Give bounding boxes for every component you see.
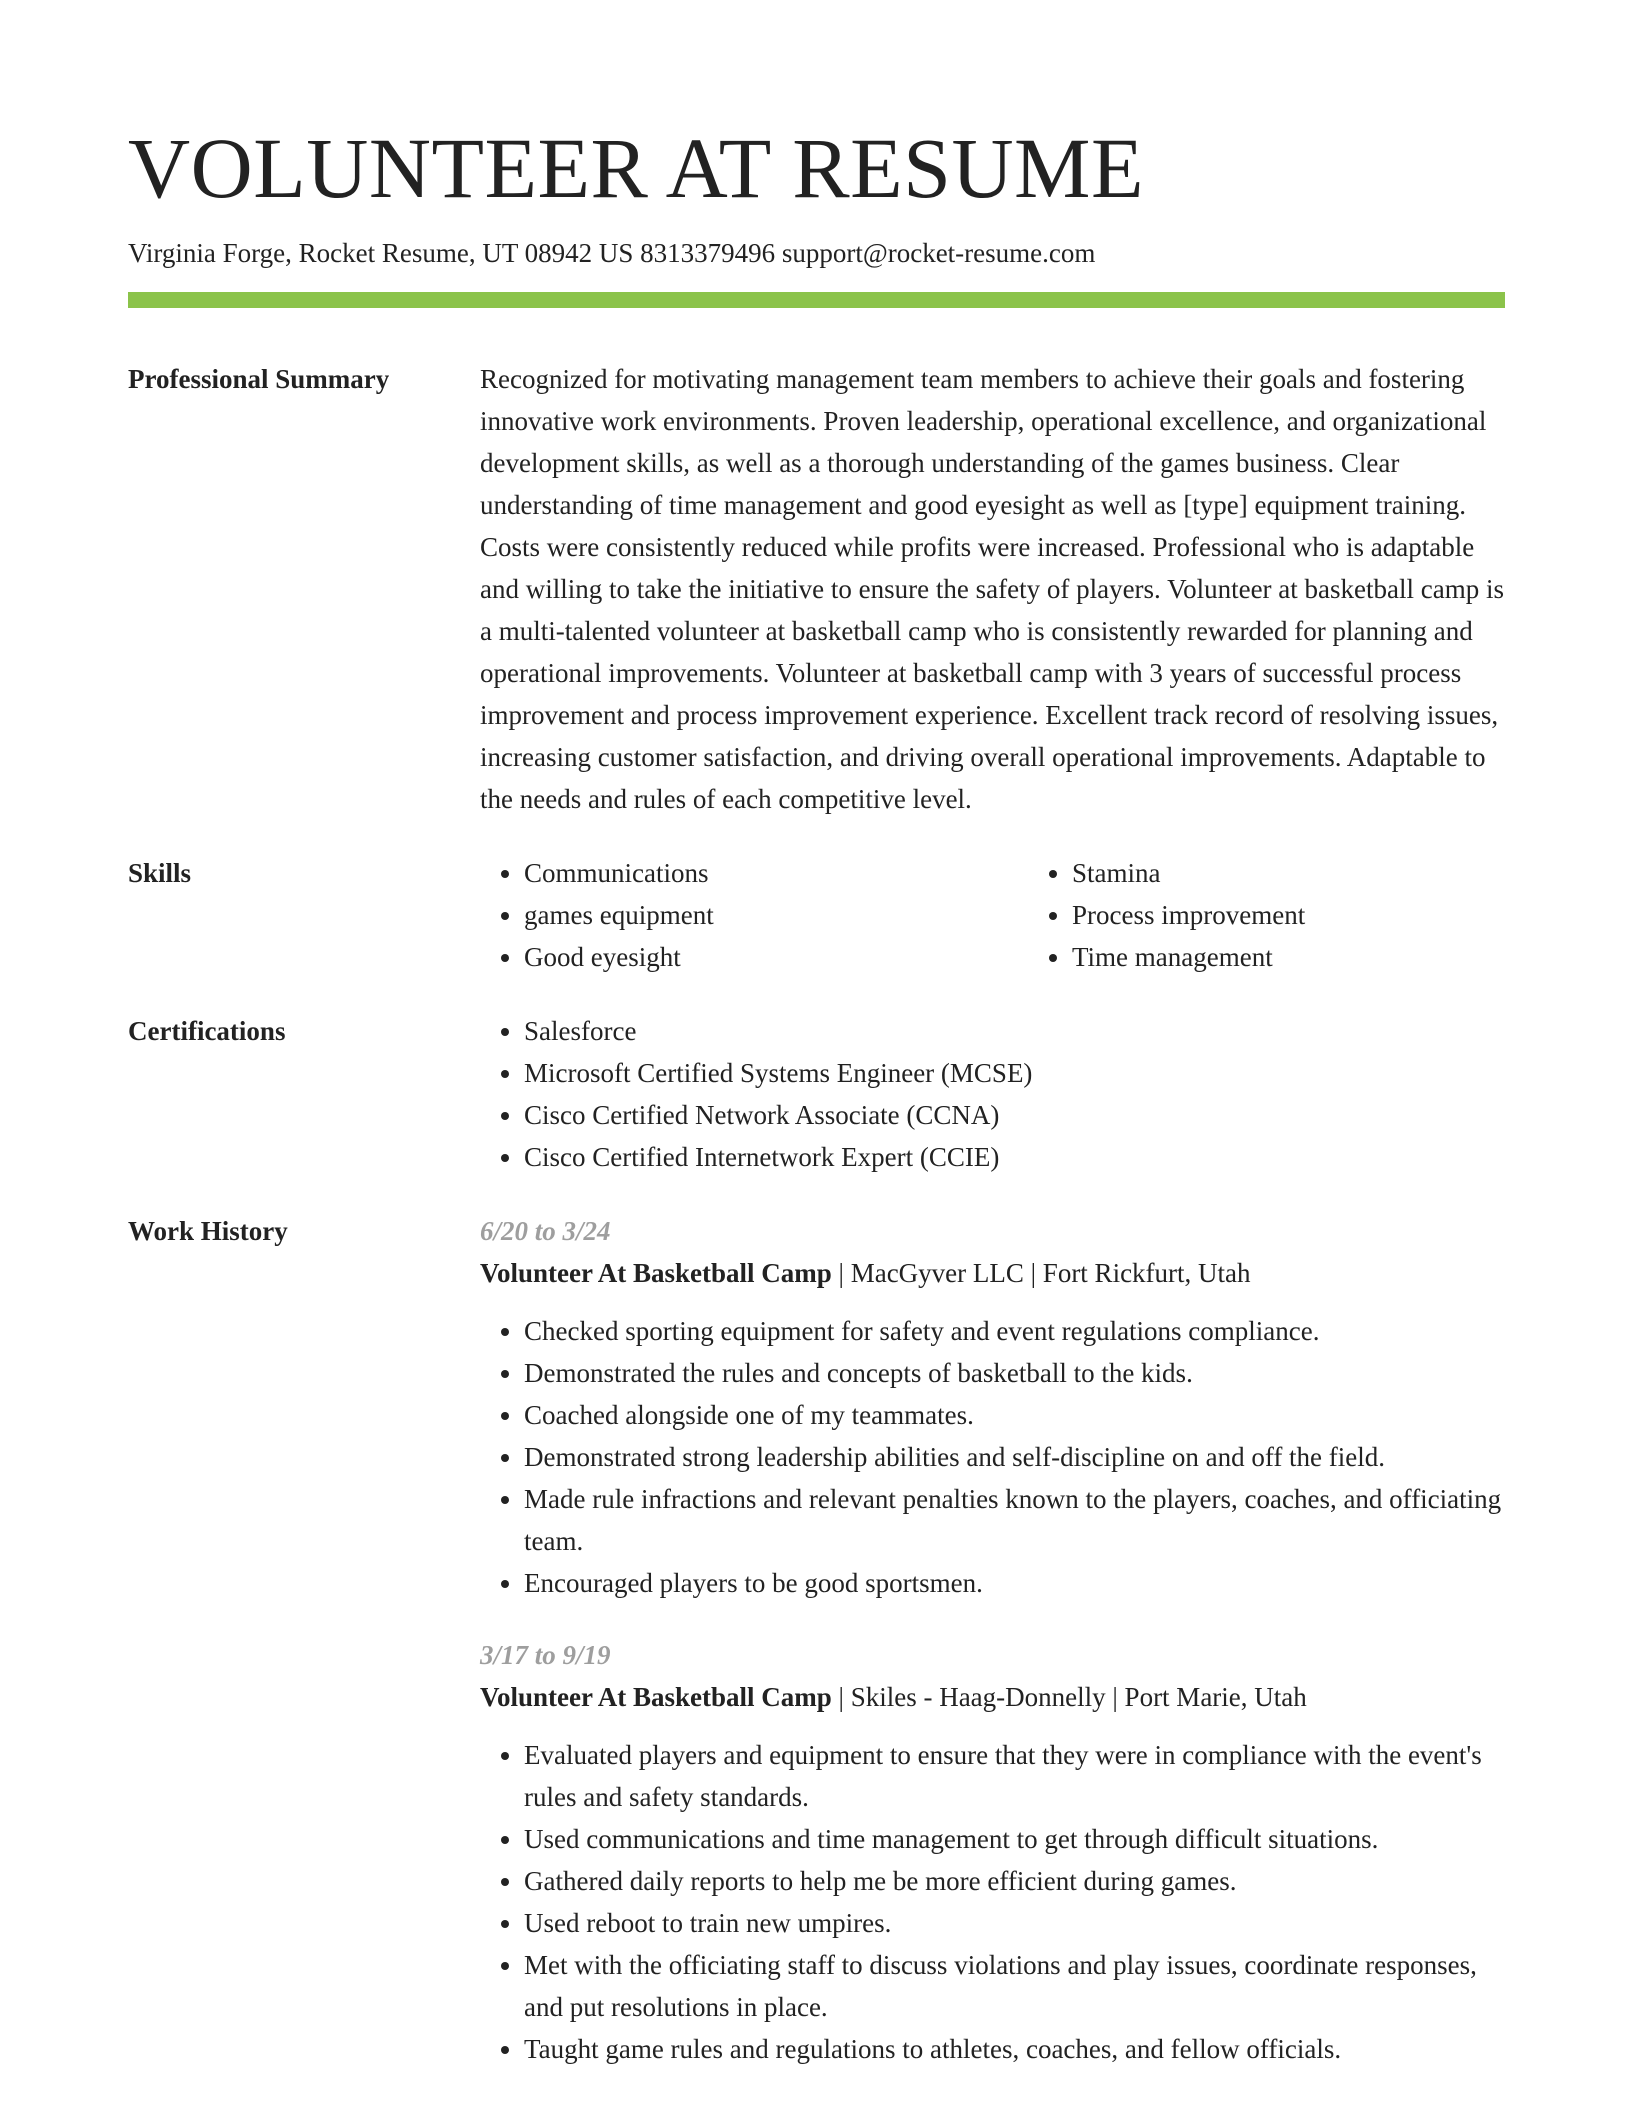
skills-grid [480, 852, 1576, 978]
skills-list-left [480, 852, 1028, 978]
job-bullet: • Met with the officiating staff to discuss violations and play issues, coordinate responses, and put resolutions in place. [524, 1944, 1505, 2028]
job-bullet: • Checked sporting equipment for safety and event regulations compliance. [524, 1310, 1505, 1352]
contact-phone: 8313379496 [640, 238, 776, 268]
skill-item: • Stamina [1072, 852, 1576, 894]
job-details: | Skiles - Haag-Donnelly | Port Marie, Utah [831, 1682, 1307, 1712]
job-bullet: • Evaluated players and equipment to ensure that they were in compliance with the event's rules and safety standards. [524, 1734, 1505, 1818]
skill-item: • Communications [524, 852, 1028, 894]
contact-line [128, 236, 1505, 270]
job-title: Volunteer At Basketball Camp [480, 1258, 832, 1288]
header-divider [128, 292, 1505, 308]
job-bullet: • Used reboot to train new umpires. [524, 1902, 1505, 1944]
certification-item: • Cisco Certified Network Associate (CCNA) [524, 1094, 1505, 1136]
job-bullet: • Taught game rules and regulations to athletes, coaches, and fellow officials. [524, 2028, 1505, 2070]
skills-list-right [1028, 852, 1576, 978]
certification-item: • Salesforce [524, 1010, 1505, 1052]
job-details: | MacGyver LLC | Fort Rickfurt, Utah [831, 1258, 1251, 1288]
certification-item: • Microsoft Certified Systems Engineer (MCSE) [524, 1052, 1505, 1094]
resume-page [128, 0, 1505, 2070]
section-work-history [128, 1210, 1505, 2070]
job-heading [480, 1676, 1505, 1718]
job-entry [480, 1210, 1505, 1604]
job-heading [480, 1252, 1505, 1294]
job-bullets [480, 1310, 1505, 1604]
summary-text: Recognized for motivating management team members to achieve their goals and fostering innovative work environments. Proven leadership, operational excellence, and organizational development skills, as well as a thorough understanding of the games business. Clear understanding of time management and good eyesight as well as [type] equipment training. Costs were consistently reduced while profits were increased. Professional who is adaptable and willing to take the initiative to ensure the safety of players. Volunteer at basketball camp is a multi-talented volunteer at basketball camp who is consistently rewarded for planning and operational improvements. Volunteer at basketball camp with 3 years of successful process improvement and process improvement experience. Excellent track record of resolving issues, increasing customer satisfaction, and driving overall operational improvements. Adaptable to the needs and rules of each competitive level. [480, 364, 1504, 814]
job-title: Volunteer At Basketball Camp [480, 1682, 832, 1712]
skill-item: • games equipment [524, 894, 1028, 936]
job-bullet: • Demonstrated strong leadership abilities and self-discipline on and off the field. [524, 1436, 1505, 1478]
section-label-summary: Professional Summary [128, 364, 390, 394]
section-label-work-history: Work History [128, 1216, 288, 1246]
skill-item: • Good eyesight [524, 936, 1028, 978]
job-entry [480, 1634, 1505, 2070]
resume-title: VOLUNTEER AT RESUME [128, 120, 1145, 216]
certifications-list [480, 1010, 1505, 1178]
job-bullet: • Made rule infractions and relevant penalties known to the players, coaches, and officiating team. [524, 1478, 1505, 1562]
section-label-skills: Skills [128, 858, 192, 888]
job-bullets [480, 1734, 1505, 2070]
job-bullet: • Demonstrated the rules and concepts of basketball to the kids. [524, 1352, 1505, 1394]
job-dates: 3/17 to 9/19 [480, 1640, 611, 1670]
section-label-certifications: Certifications [128, 1016, 286, 1046]
certification-item: • Cisco Certified Internetwork Expert (CCIE) [524, 1136, 1505, 1178]
job-bullet: • Coached alongside one of my teammates. [524, 1394, 1505, 1436]
skill-item: • Time management [1072, 936, 1576, 978]
contact-email: support@rocket-resume.com [781, 238, 1096, 268]
contact-location: Virginia Forge, Rocket Resume, UT 08942 US [128, 238, 634, 268]
section-professional-summary [128, 358, 1505, 820]
section-certifications [128, 1010, 1505, 1178]
job-bullet: • Gathered daily reports to help me be more efficient during games. [524, 1860, 1505, 1902]
job-bullet: • Encouraged players to be good sportsmen. [524, 1562, 1505, 1604]
skill-item: • Process improvement [1072, 894, 1576, 936]
section-skills [128, 852, 1505, 978]
job-dates: 6/20 to 3/24 [480, 1216, 611, 1246]
job-bullet: • Used communications and time management to get through difficult situations. [524, 1818, 1505, 1860]
